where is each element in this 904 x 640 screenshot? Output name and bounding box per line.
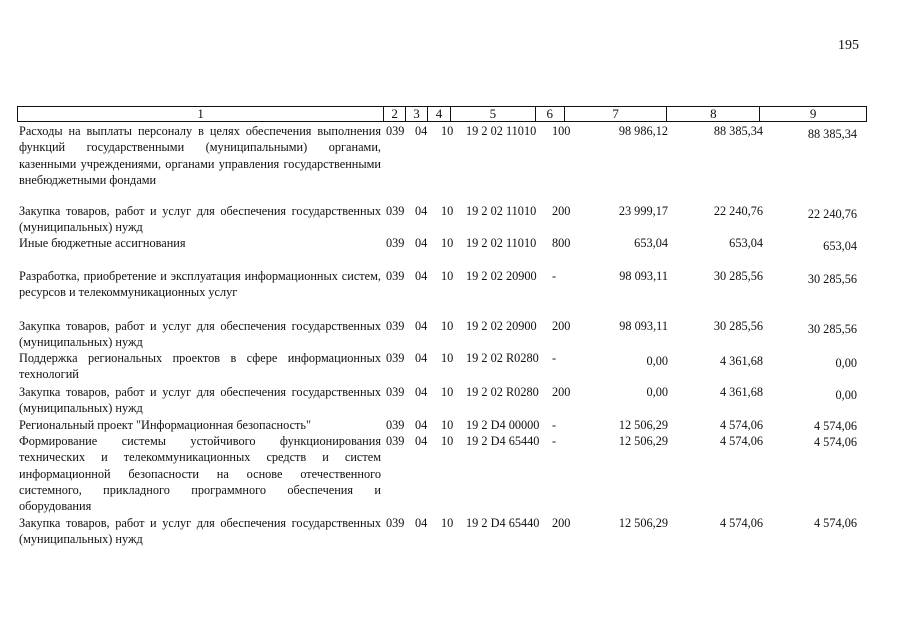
table-header-row	[17, 106, 867, 122]
expense-name: Разработка, приобретение и эксплуатация информационных систем, ресурсов и телекоммуникационных услуг	[19, 269, 381, 300]
section-code: 04	[415, 516, 428, 530]
section-code: 04	[415, 434, 428, 448]
amount-col-7: 653,04	[634, 236, 668, 250]
ministry-code: 039	[386, 351, 405, 365]
expense-name: Формирование системы устойчивого функционирования технических и телекоммуникационных средств и систем информационной безопасности на основе отечественного системного, прикладного программного обеспечения и оборудования	[19, 434, 381, 514]
amount-col-7: 0,00	[646, 385, 668, 399]
section-code: 04	[415, 319, 428, 333]
column-header-1: 1	[197, 106, 204, 121]
section-code: 04	[415, 385, 428, 399]
amount-col-8: 88 385,34	[713, 124, 763, 138]
section-code: 04	[415, 236, 428, 250]
expense-type-code: 200	[552, 204, 571, 218]
expense-name: Закупка товаров, работ и услуг для обеспечения государственных (муниципальных) нужд	[19, 516, 381, 547]
ministry-code: 039	[386, 418, 405, 432]
amount-col-9: 0,00	[835, 356, 857, 370]
column-header-2: 2	[383, 107, 405, 121]
amount-col-9: 653,04	[823, 239, 857, 253]
amount-col-9: 88 385,34	[807, 127, 857, 141]
amount-col-7: 98 093,11	[619, 269, 668, 283]
expense-type-code: -	[552, 434, 557, 448]
amount-col-7: 98 986,12	[618, 124, 668, 138]
ministry-code: 039	[386, 516, 405, 530]
section-code: 04	[415, 204, 428, 218]
amount-col-9: 4 574,06	[813, 419, 857, 433]
target-article-code: 19 2 02 R0280	[466, 351, 539, 365]
column-header-9: 9	[759, 107, 866, 121]
ministry-code: 039	[386, 319, 405, 333]
amount-col-7: 23 999,17	[618, 204, 668, 218]
column-header-4: 4	[427, 107, 450, 121]
subsection-code: 10	[441, 351, 454, 365]
column-header-8: 8	[666, 107, 759, 121]
section-code: 04	[415, 351, 428, 365]
expense-type-code: -	[552, 351, 557, 365]
target-article-code: 19 2 02 20900	[466, 319, 537, 333]
subsection-code: 10	[441, 124, 454, 138]
amount-col-9: 30 285,56	[807, 322, 857, 336]
amount-col-8: 4 361,68	[719, 354, 763, 368]
expense-type-code: -	[552, 418, 557, 432]
target-article-code: 19 2 02 11010	[466, 236, 537, 250]
budget-table	[17, 106, 867, 547]
amount-col-9: 4 574,06	[813, 516, 857, 530]
column-header-5: 5	[450, 107, 535, 121]
ministry-code: 039	[386, 434, 405, 448]
expense-type-code: 200	[552, 516, 571, 530]
page-number: 195	[838, 38, 859, 53]
amount-col-7: 12 506,29	[618, 434, 668, 448]
subsection-code: 10	[441, 434, 454, 448]
expense-type-code: 200	[552, 319, 571, 333]
amount-col-7: 12 506,29	[618, 516, 668, 530]
amount-col-8: 30 285,56	[713, 319, 763, 333]
amount-col-9: 30 285,56	[807, 272, 857, 286]
section-code: 04	[415, 124, 428, 138]
expense-name: Иные бюджетные ассигнования	[19, 236, 186, 250]
subsection-code: 10	[441, 204, 454, 218]
target-article-code: 19 2 02 11010	[466, 124, 537, 138]
amount-col-8: 653,04	[729, 236, 763, 250]
target-article-code: 19 2 D4 00000	[466, 418, 540, 432]
expense-name: Закупка товаров, работ и услуг для обеспечения государственных (муниципальных) нужд	[19, 385, 381, 416]
subsection-code: 10	[441, 418, 454, 432]
target-article-code: 19 2 02 11010	[466, 204, 537, 218]
target-article-code: 19 2 D4 65440	[466, 516, 540, 530]
target-article-code: 19 2 D4 65440	[466, 434, 540, 448]
expense-type-code: 200	[552, 385, 571, 399]
expense-name: Региональный проект "Информационная безопасность"	[19, 418, 312, 432]
subsection-code: 10	[441, 385, 454, 399]
expense-name: Поддержка региональных проектов в сфере информационных технологий	[19, 351, 381, 382]
expense-type-code: 100	[552, 124, 571, 138]
section-code: 04	[415, 418, 428, 432]
subsection-code: 10	[441, 236, 454, 250]
target-article-code: 19 2 02 R0280	[466, 385, 539, 399]
section-code: 04	[415, 269, 428, 283]
amount-col-8: 30 285,56	[713, 269, 763, 283]
amount-col-8: 4 574,06	[719, 418, 763, 432]
subsection-code: 10	[441, 319, 454, 333]
amount-col-7: 98 093,11	[619, 319, 668, 333]
ministry-code: 039	[386, 269, 405, 283]
amount-col-9: 4 574,06	[813, 435, 857, 449]
subsection-code: 10	[441, 269, 454, 283]
ministry-code: 039	[386, 204, 405, 218]
expense-name: Закупка товаров, работ и услуг для обеспечения государственных (муниципальных) нужд	[19, 204, 381, 235]
ministry-code: 039	[386, 124, 405, 138]
ministry-code: 039	[386, 236, 405, 250]
amount-col-8: 4 574,06	[719, 434, 763, 448]
expense-name: Расходы на выплаты персоналу в целях обеспечения выполнения функций государственными (муниципальными) органами, казенными учреждениями, органами управления государственными внебюджетными фондами	[19, 124, 381, 187]
amount-col-8: 22 240,76	[713, 204, 763, 218]
ministry-code: 039	[386, 385, 405, 399]
amount-col-9: 0,00	[835, 388, 857, 402]
amount-col-9: 22 240,76	[807, 207, 857, 221]
column-header-6: 6	[535, 107, 564, 121]
amount-col-7: 12 506,29	[618, 418, 668, 432]
amount-col-7: 0,00	[646, 354, 668, 368]
expense-name: Закупка товаров, работ и услуг для обеспечения государственных (муниципальных) нужд	[19, 319, 381, 350]
column-header-7: 7	[564, 107, 667, 121]
expense-type-code: 800	[552, 236, 571, 250]
column-header-3: 3	[405, 107, 427, 121]
target-article-code: 19 2 02 20900	[466, 269, 537, 283]
amount-col-8: 4 574,06	[719, 516, 763, 530]
amount-col-8: 4 361,68	[719, 385, 763, 399]
expense-type-code: -	[552, 269, 557, 283]
subsection-code: 10	[441, 516, 454, 530]
